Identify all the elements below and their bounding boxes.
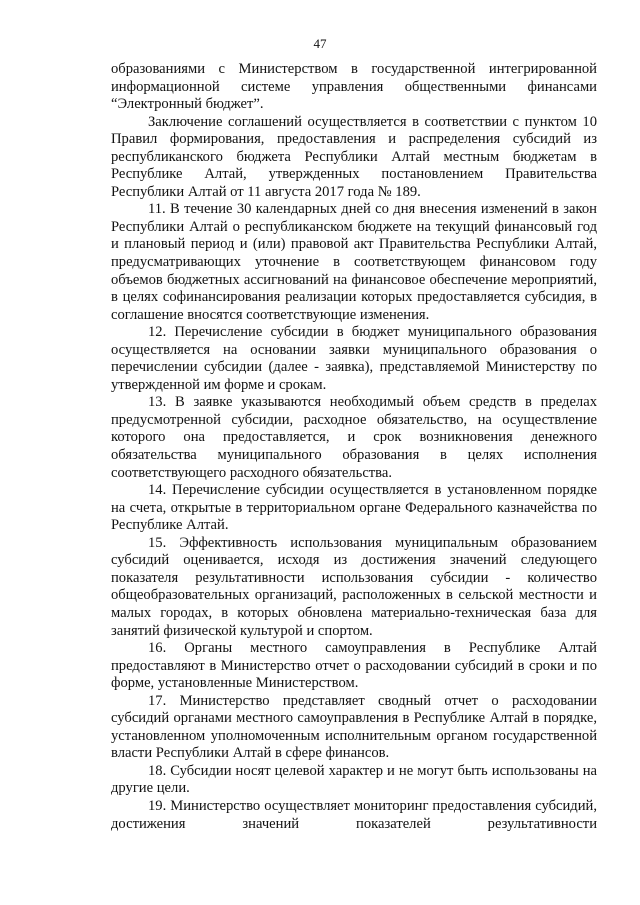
paragraph-19: 19. Министерство осуществляет мониторинг предоставления субсидий, достижения значений показателей результативности	[111, 797, 597, 832]
paragraph-agreements: Заключение соглашений осуществляется в соответствии с пунктом 10 Правил формирования, предоставления и распределения субсидий из республиканского бюджета Республики Алтай местным бюджетам в Республике Алтай, утвержденных постановлением Правительства Республики Алтай от 11 августа 2017 года № 189.	[111, 113, 597, 200]
document-body	[111, 61, 597, 833]
paragraph-14: 14. Перечисление субсидии осуществляется в установленном порядке на счета, открытые в территориальном органе Федерального казначейства по Республике Алтай.	[111, 482, 597, 534]
paragraph-12: 12. Перечисление субсидии в бюджет муниципального образования осуществляется на основании заявки муниципального образования о перечислении субсидии (далее - заявка), представляемой Министерству по утвержденной им форме и срокам.	[111, 324, 597, 393]
paragraph-18: 18. Субсидии носят целевой характер и не могут быть использованы на другие цели.	[111, 762, 597, 797]
paragraph-15: 15. Эффективность использования муниципальным образованием субсидий оценивается, исходя из достижения значений следующего показателя результативности использования субсидии - количество общеобразовательных организаций, расположенных в сельской местности и малых городах, в которых обновлена материально-техническая база для занятий физической культурой и спортом.	[111, 534, 597, 639]
paragraph-16: 16. Органы местного самоуправления в Республике Алтай предоставляют в Министерство отчет о расходовании субсидий в сроки и по форме, установленные Министерством.	[111, 640, 597, 692]
paragraph-13: 13. В заявке указываются необходимый объем средств в пределах предусмотренной субсидии, расходное обязательство, на осуществление которого она предоставляется, и срок возникновения денежного обязательства муниципального образования в целях исполнения соответствующего расходного обязательства.	[111, 394, 597, 481]
paragraph-17: 17. Министерство представляет сводный отчет о расходовании субсидий органами местного самоуправления в Республике Алтай в порядке, установленном уполномоченным исполнительным органом государственной власти Республики Алтай в сфере финансов.	[111, 692, 597, 762]
page-number: 47	[313, 36, 327, 51]
paragraph-11: 11. В течение 30 календарных дней со дня внесения изменений в закон Республики Алтай о республиканском бюджете на текущий финансовый год и плановый период и (или) правовой акт Правительства Республики Алтай, предусматривающих уточнение в соответствующем финансовом году объемов бюджетных ассигнований на финансовое обеспечение мероприятий, в целях софинансирования реализации которых предоставляется субсидия, в соглашение вносятся соответствующие изменения.	[111, 201, 597, 323]
paragraph-continuation: образованиями с Министерством в государственной интегрированной информационной системе управления общественными финансами “Электронный бюджет”.	[111, 61, 597, 113]
